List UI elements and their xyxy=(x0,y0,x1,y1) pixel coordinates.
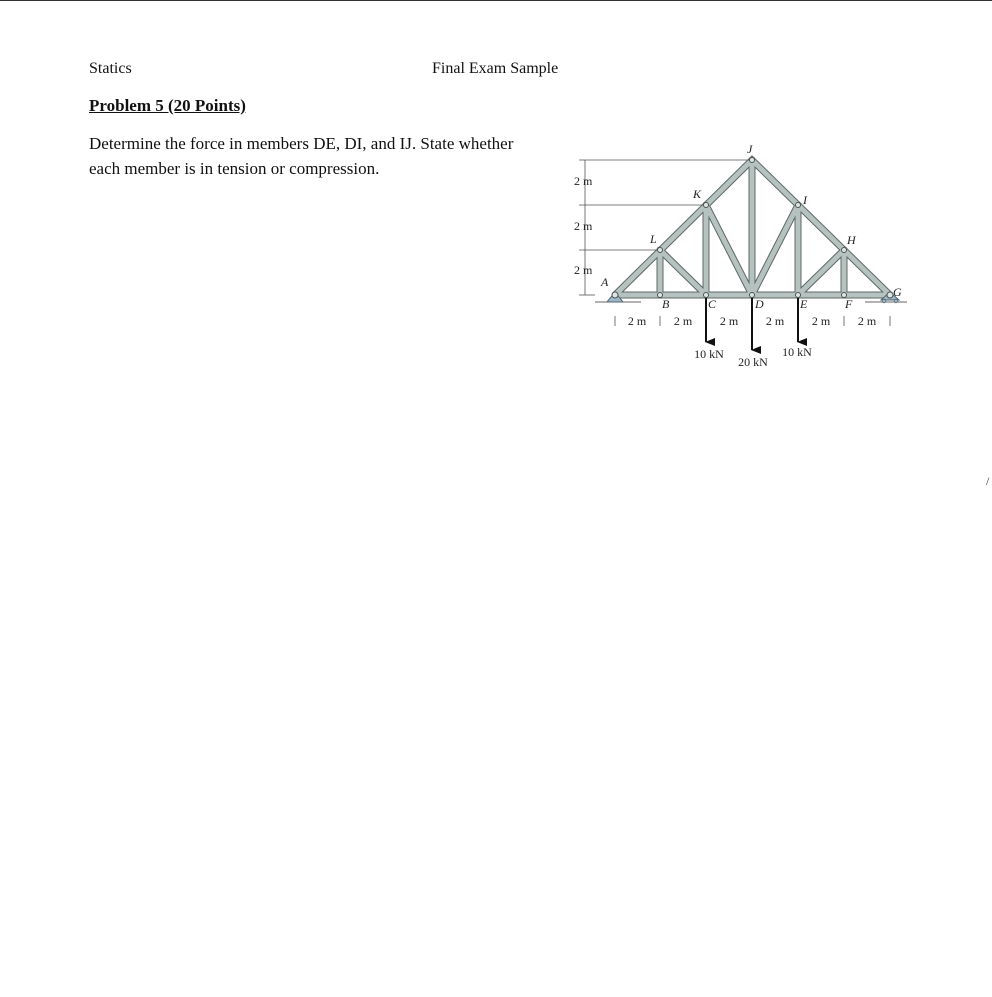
joint-label-l: L xyxy=(650,232,657,246)
top-rule xyxy=(0,0,992,1)
exam-title: Final Exam Sample xyxy=(432,60,559,77)
joint-label-a: A xyxy=(601,275,609,289)
vertical-dim-label: 2 m xyxy=(574,219,593,233)
truss-diagram xyxy=(565,140,910,375)
horizontal-dim-label: 2 m xyxy=(765,314,785,328)
joint-label-e: E xyxy=(800,297,808,311)
joint-label-k: K xyxy=(693,187,702,201)
vertical-dim-label: 2 m xyxy=(574,174,593,188)
joint-label-d: D xyxy=(755,297,764,311)
joint-label-i: I xyxy=(803,193,807,207)
truss-figure xyxy=(565,140,910,375)
course-name: Statics xyxy=(89,60,132,77)
joint-label-j: J xyxy=(747,142,753,156)
vertical-dim-label: 2 m xyxy=(574,263,593,277)
joint-label-c: C xyxy=(708,297,717,311)
load-label-e: 10 kN xyxy=(782,345,812,359)
joint-label-b: B xyxy=(662,297,670,311)
truss-members-fill xyxy=(615,160,890,295)
horizontal-dim-label: 2 m xyxy=(811,314,831,328)
horizontal-dim-label: 2 m xyxy=(673,314,693,328)
joint-label-f: F xyxy=(845,297,853,311)
problem-statement: Determine the force in members DE, DI, and IJ. State whether each member is in tension or compression. xyxy=(89,134,514,178)
problem-title: Problem 5 (20 Points) xyxy=(89,96,246,115)
horizontal-dim-label: 2 m xyxy=(857,314,877,328)
horizontal-dim-label: 2 m xyxy=(627,314,647,328)
joint-label-h: H xyxy=(847,233,856,247)
load-label-c: 10 kN xyxy=(694,347,724,361)
joint-label-g: G xyxy=(893,285,902,299)
margin-mark: / xyxy=(986,474,990,488)
horizontal-dim-label: 2 m xyxy=(719,314,739,328)
load-label-d: 20 kN xyxy=(738,355,768,369)
